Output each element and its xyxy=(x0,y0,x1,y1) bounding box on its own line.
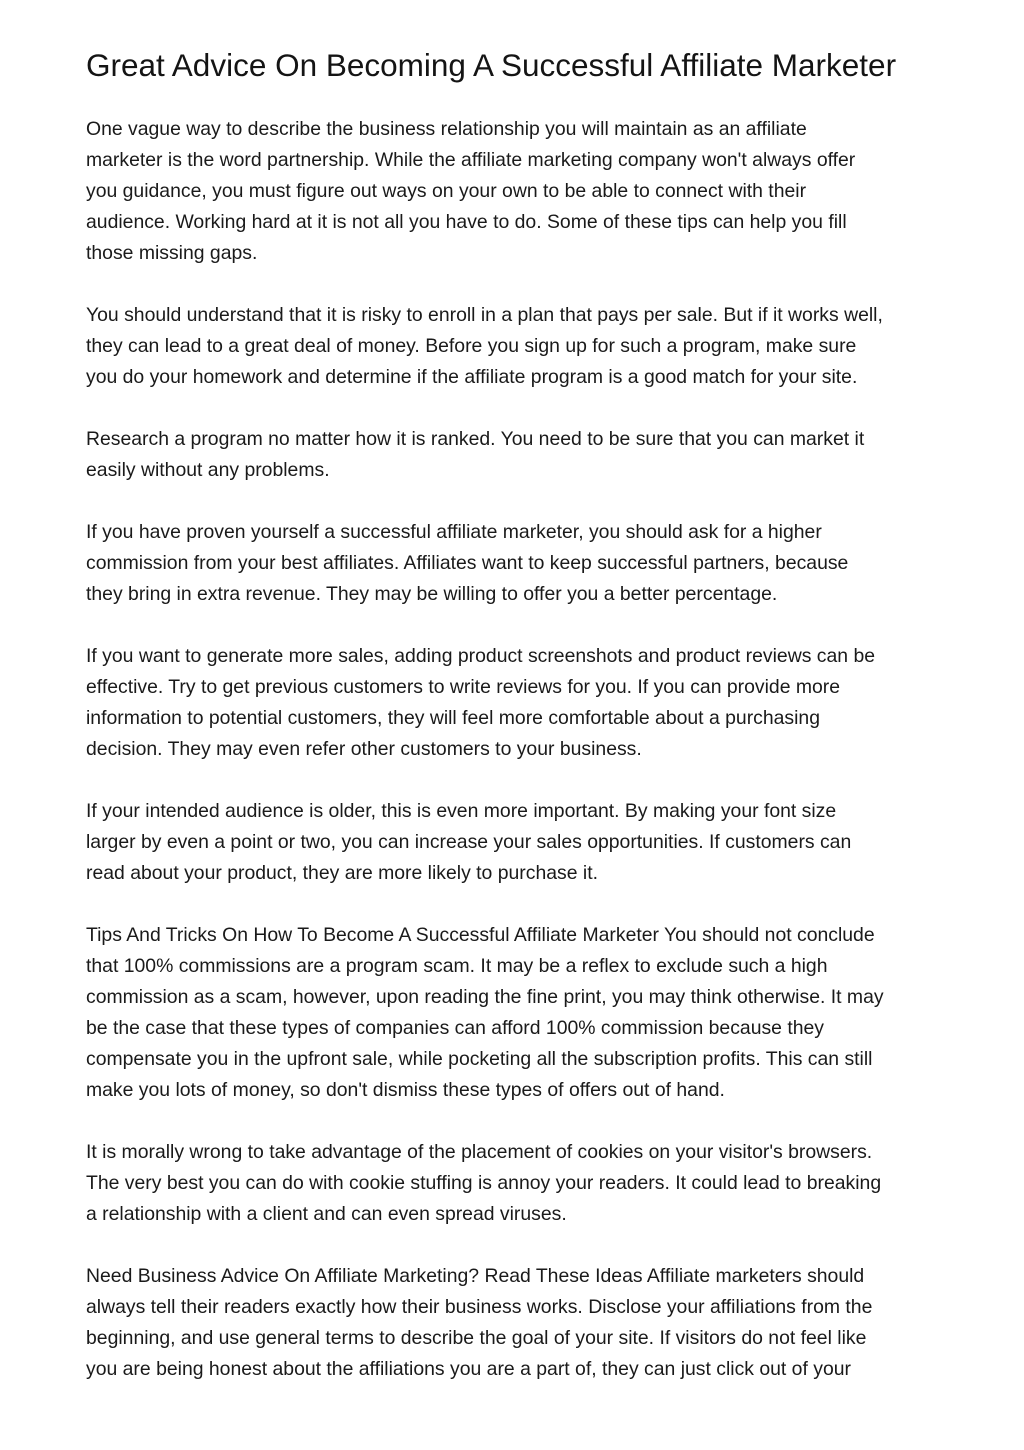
text-line: compensate you in the upfront sale, while pocketing all the subscription profits. This can still xyxy=(86,1048,873,1070)
text-line: You should understand that it is risky to enroll in a plan that pays per sale. But if it works well, xyxy=(86,304,883,326)
paragraph xyxy=(86,1137,946,1230)
page-title: Great Advice On Becoming A Successful Affiliate Marketer xyxy=(86,47,897,83)
text-line: you guidance, you must figure out ways on your own to be able to connect with their xyxy=(86,180,807,202)
text-line: be the case that these types of companies can afford 100% commission because they xyxy=(86,1017,824,1039)
paragraph xyxy=(86,1261,946,1385)
text-line: marketer is the word partnership. While the affiliate marketing company won't always offer xyxy=(86,149,856,171)
text-line: effective. Try to get previous customers to write reviews for you. If you can provide more xyxy=(86,676,841,698)
text-line: The very best you can do with cookie stuffing is annoy your readers. It could lead to breaking xyxy=(86,1172,882,1194)
text-line: decision. They may even refer other customers to your business. xyxy=(86,738,642,760)
text-line: Need Business Advice On Affiliate Marketing? Read These Ideas Affiliate marketers should xyxy=(86,1265,865,1287)
text-line: easily without any problems. xyxy=(86,459,330,481)
text-line: commission as a scam, however, upon reading the fine print, you may think otherwise. It may xyxy=(86,986,884,1008)
text-line: that 100% commissions are a program scam. It may be a reflex to exclude such a high xyxy=(86,955,828,977)
text-line: Tips And Tricks On How To Become A Successful Affiliate Marketer You should not conclude xyxy=(86,924,875,946)
text-line: you are being honest about the affiliations you are a part of, they can just click out of your xyxy=(86,1358,851,1380)
text-line: larger by even a point or two, you can increase your sales opportunities. If customers can xyxy=(86,831,852,853)
text-line: information to potential customers, they will feel more comfortable about a purchasing xyxy=(86,707,820,729)
paragraph xyxy=(86,424,946,486)
paragraph xyxy=(86,114,946,269)
text-line: make you lots of money, so don't dismiss these types of offers out of hand. xyxy=(86,1079,725,1101)
text-line: they bring in extra revenue. They may be willing to offer you a better percentage. xyxy=(86,583,778,605)
text-line: If you want to generate more sales, adding product screenshots and product reviews can be xyxy=(86,645,876,667)
text-line: a relationship with a client and can even spread viruses. xyxy=(86,1203,567,1225)
paragraph xyxy=(86,300,946,393)
text-line: If your intended audience is older, this is even more important. By making your font size xyxy=(86,800,837,822)
text-line: you do your homework and determine if the affiliate program is a good match for your site. xyxy=(86,366,858,388)
text-line: If you have proven yourself a successful affiliate marketer, you should ask for a higher xyxy=(86,521,822,543)
paragraph xyxy=(86,796,946,889)
text-line: beginning, and use general terms to describe the goal of your site. If visitors do not feel like xyxy=(86,1327,867,1349)
article-body xyxy=(86,114,946,1416)
text-line: One vague way to describe the business relationship you will maintain as an affiliate xyxy=(86,118,807,140)
text-line: It is morally wrong to take advantage of the placement of cookies on your visitor's browsers. xyxy=(86,1141,873,1163)
text-line: those missing gaps. xyxy=(86,242,258,264)
text-line: audience. Working hard at it is not all you have to do. Some of these tips can help you fill xyxy=(86,211,847,233)
text-line: commission from your best affiliates. Affiliates want to keep successful partners, because xyxy=(86,552,849,574)
text-line: they can lead to a great deal of money. Before you sign up for such a program, make sure xyxy=(86,335,857,357)
paragraph xyxy=(86,920,946,1106)
paragraph xyxy=(86,517,946,610)
text-line: always tell their readers exactly how their business works. Disclose your affiliations from the xyxy=(86,1296,873,1318)
text-line: read about your product, they are more likely to purchase it. xyxy=(86,862,598,884)
text-line: Research a program no matter how it is ranked. You need to be sure that you can market it xyxy=(86,428,865,450)
paragraph xyxy=(86,641,946,765)
